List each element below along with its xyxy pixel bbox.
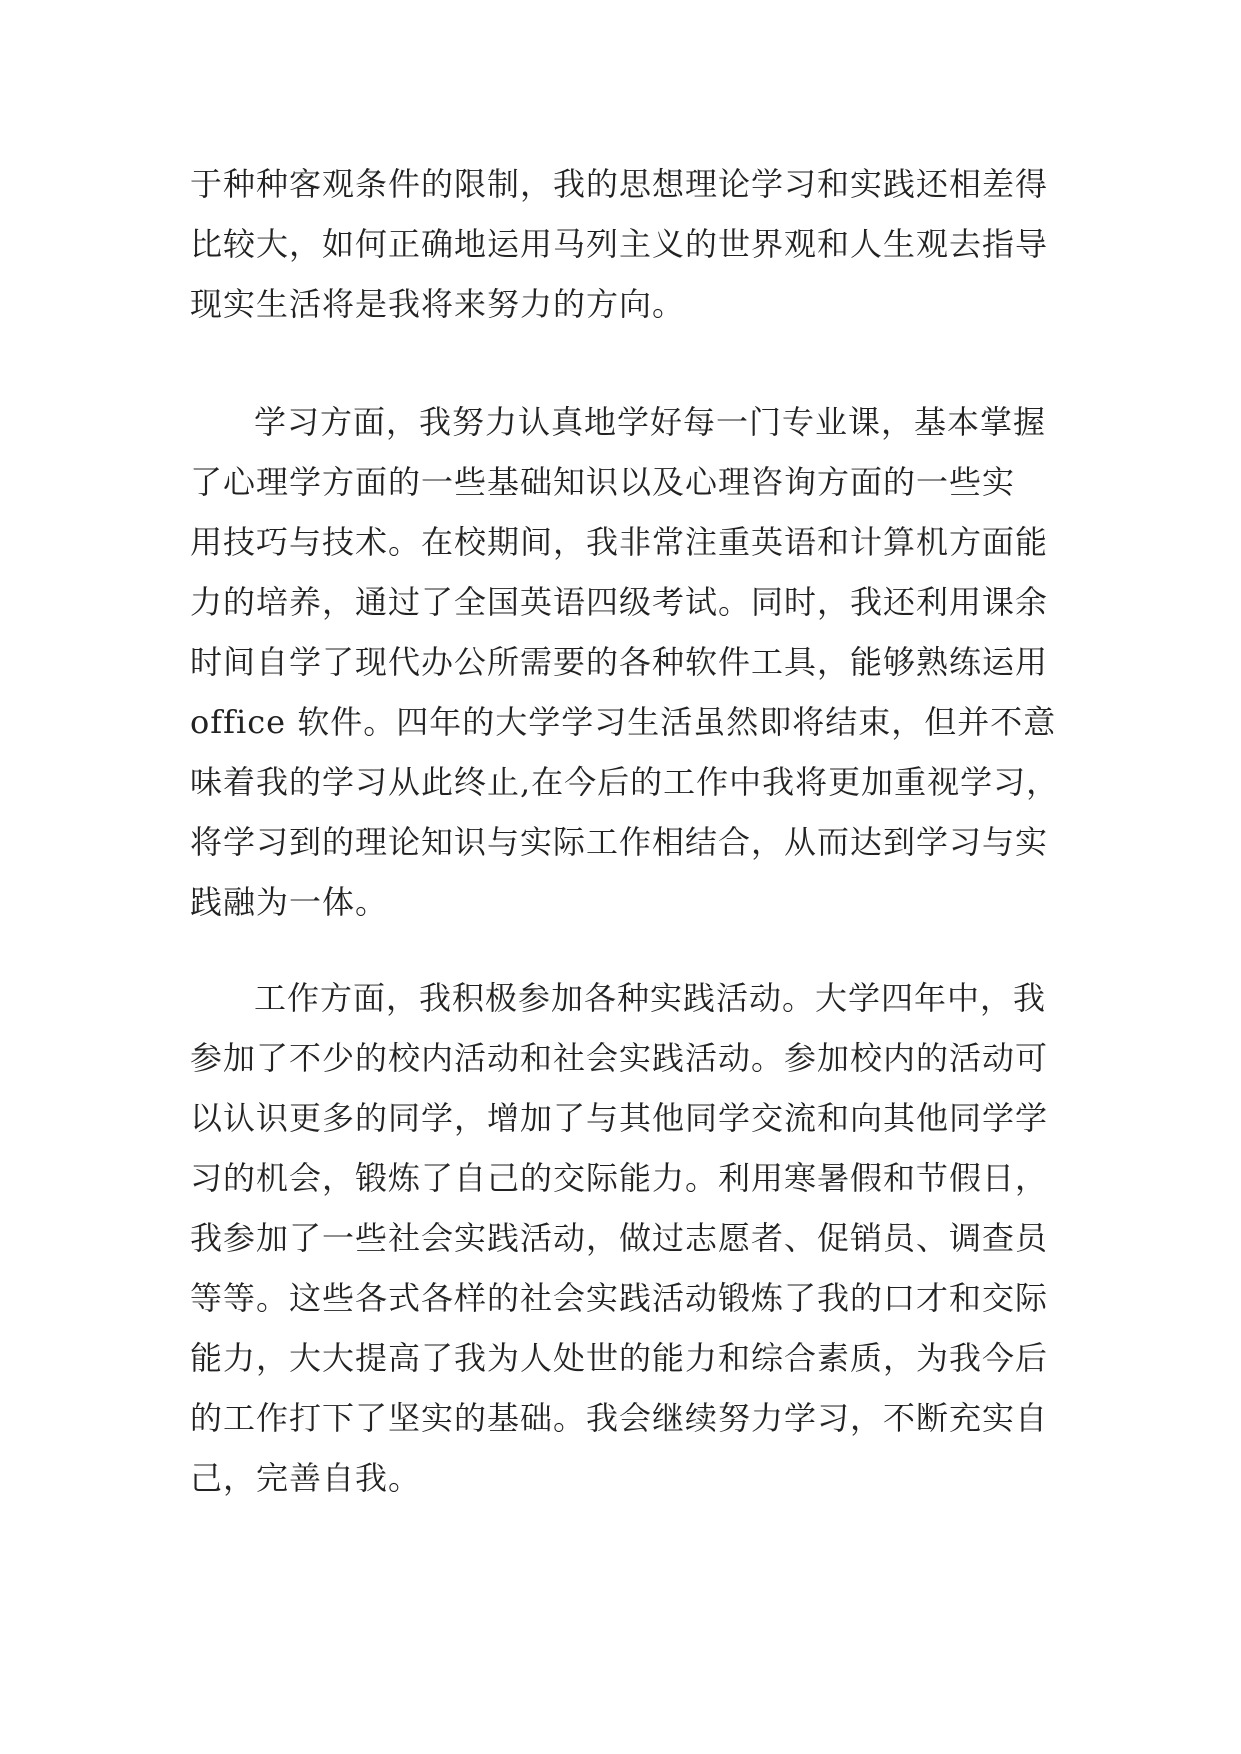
text-line: 于种种客观条件的限制，我的思想理论学习和实践还相差得: [190, 165, 1049, 203]
text-line: 践融为一体。: [190, 883, 389, 921]
text-line: 时间自学了现代办公所需要的各种软件工具，能够熟练运用: [190, 643, 1049, 681]
text-line: 习的机会，锻炼了自己的交际能力。利用寒暑假和节假日，: [190, 1159, 1049, 1197]
text-line: 我参加了一些社会实践活动，做过志愿者、促销员、调查员: [190, 1219, 1049, 1257]
paragraph-continuation: [190, 154, 1060, 334]
text-line: 用技巧与技术。在校期间，我非常注重英语和计算机方面能: [190, 523, 1049, 561]
text-line: 将学习到的理论知识与实际工作相结合，从而达到学习与实: [190, 823, 1049, 861]
text-line: 比较大，如何正确地运用马列主义的世界观和人生观去指导: [190, 225, 1049, 263]
paragraph-work: [190, 968, 1060, 1508]
text-line: 学习方面，我努力认真地学好每一门专业课，基本掌握: [254, 403, 1047, 441]
text-line: 以认识更多的同学，增加了与其他同学交流和向其他同学学: [190, 1099, 1049, 1137]
text-line: office 软件。四年的大学学习生活虽然即将结束，但并不意: [190, 703, 1057, 741]
text-line: 工作方面，我积极参加各种实践活动。大学四年中，我: [254, 979, 1047, 1017]
text-line: 力的培养，通过了全国英语四级考试。同时，我还利用课余: [190, 583, 1049, 621]
text-line: 等等。这些各式各样的社会实践活动锻炼了我的口才和交际: [190, 1279, 1049, 1317]
text-line: 参加了不少的校内活动和社会实践活动。参加校内的活动可: [190, 1039, 1049, 1077]
text-line: 的工作打下了坚实的基础。我会继续努力学习，不断充实自: [190, 1399, 1049, 1437]
text-line: 己，完善自我。: [190, 1459, 422, 1497]
text-line: 了心理学方面的一些基础知识以及心理咨询方面的一些实: [190, 463, 1016, 501]
text-line: 现实生活将是我将来努力的方向。: [190, 285, 686, 323]
paragraph-study: [190, 392, 1060, 932]
text-line: 味着我的学习从此终止,在今后的工作中我将更加重视学习，: [190, 763, 1060, 801]
text-line: 能力，大大提高了我为人处世的能力和综合素质，为我今后: [190, 1339, 1049, 1377]
